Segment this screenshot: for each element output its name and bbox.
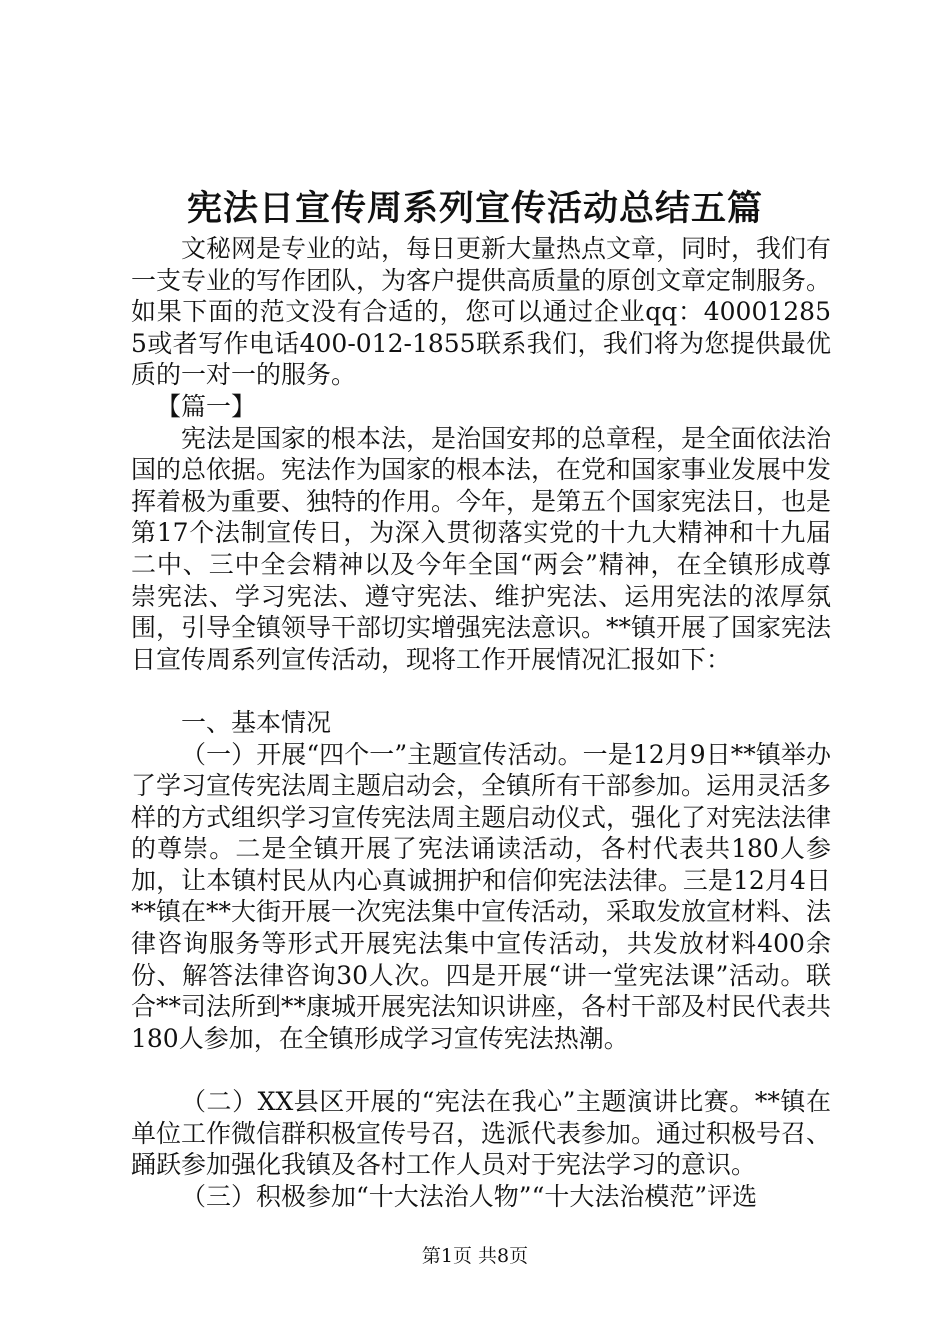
page-footer: 第1页 共8页 (421, 1245, 529, 1267)
list-item-1: （一）开展“四个一”主题宣传活动。一是12月9日**镇举办了学习宣传宪法周主题启动会，全镇所有干部参加。运用灵活多样的方式组织学习宣传宪法周主题启动仪式，强化了对宪法法律的尊崇。二是全镇开展了宪法诵读活动，各村代表共180人参加，让本镇村民从内心真诚拥护和信仰宪法法律。三是12月4日**镇在**大街开展一次宪法集中宣传活动，采取发放宣材料、法律咨询服务等形式开展宪法集中宣传活动，共发放材料400余份、解答法律咨询30人次。四是开展“讲一堂宪法课”活动。联合**司法所到**康城开展宪法知识讲座，各村干部及村民代表共180人参加，在全镇形成学习宣传宪法热潮。 (131, 739, 832, 1053)
blank-line (131, 1054, 831, 1086)
section-heading: 一、基本情况 (181, 707, 332, 737)
section-mark: 【篇一】 (156, 391, 257, 421)
paragraph-1: 宪法是国家的根本法，是治国安邦的总章程，是全面依法治国的总依据。宪法作为国家的根本法，在党和国家事业发展中发挥着极为重要、独特的作用。今年，是第五个国家宪法日，也是第17个法制宣传日，为深入贯彻落实党的十九大精神和十九届二中、三中全会精神以及今年全国“两会”精神，在全镇形成尊崇宪法、学习宪法、遵守宪法、维护宪法、运用宪法的浓厚氛围，引导全镇领导干部切实增强宪法意识。**镇开展了国家宪法日宣传周系列宣传活动，现将工作开展情况汇报如下： (131, 423, 832, 674)
document-title: 宪法日宣传周系列宣传活动总结五篇 (186, 188, 763, 229)
list-item-2: （二）XX县区开展的“宪法在我心”主题演讲比赛。**镇在单位工作微信群积极宣传号召，选派代表参加。通过积极号召、踊跃参加强化我镇及各村工作人员对于宪法学习的意识。 (131, 1087, 832, 1180)
intro-paragraph: 文秘网是专业的站，每日更新大量热点文章，同时，我们有一支专业的写作团队，为客户提供高质量的原创文章定制服务。如果下面的范文没有合适的，您可以通过企业qq：400012855或者写作电话400-012-1855联系我们，我们将为您提供最优质的一对一的服务。 (131, 234, 832, 390)
list-item-3: （三）积极参加“十大法治人物”“十大法治模范”评选 (181, 1181, 758, 1211)
blank-line (131, 675, 831, 707)
document-body (131, 233, 831, 1212)
